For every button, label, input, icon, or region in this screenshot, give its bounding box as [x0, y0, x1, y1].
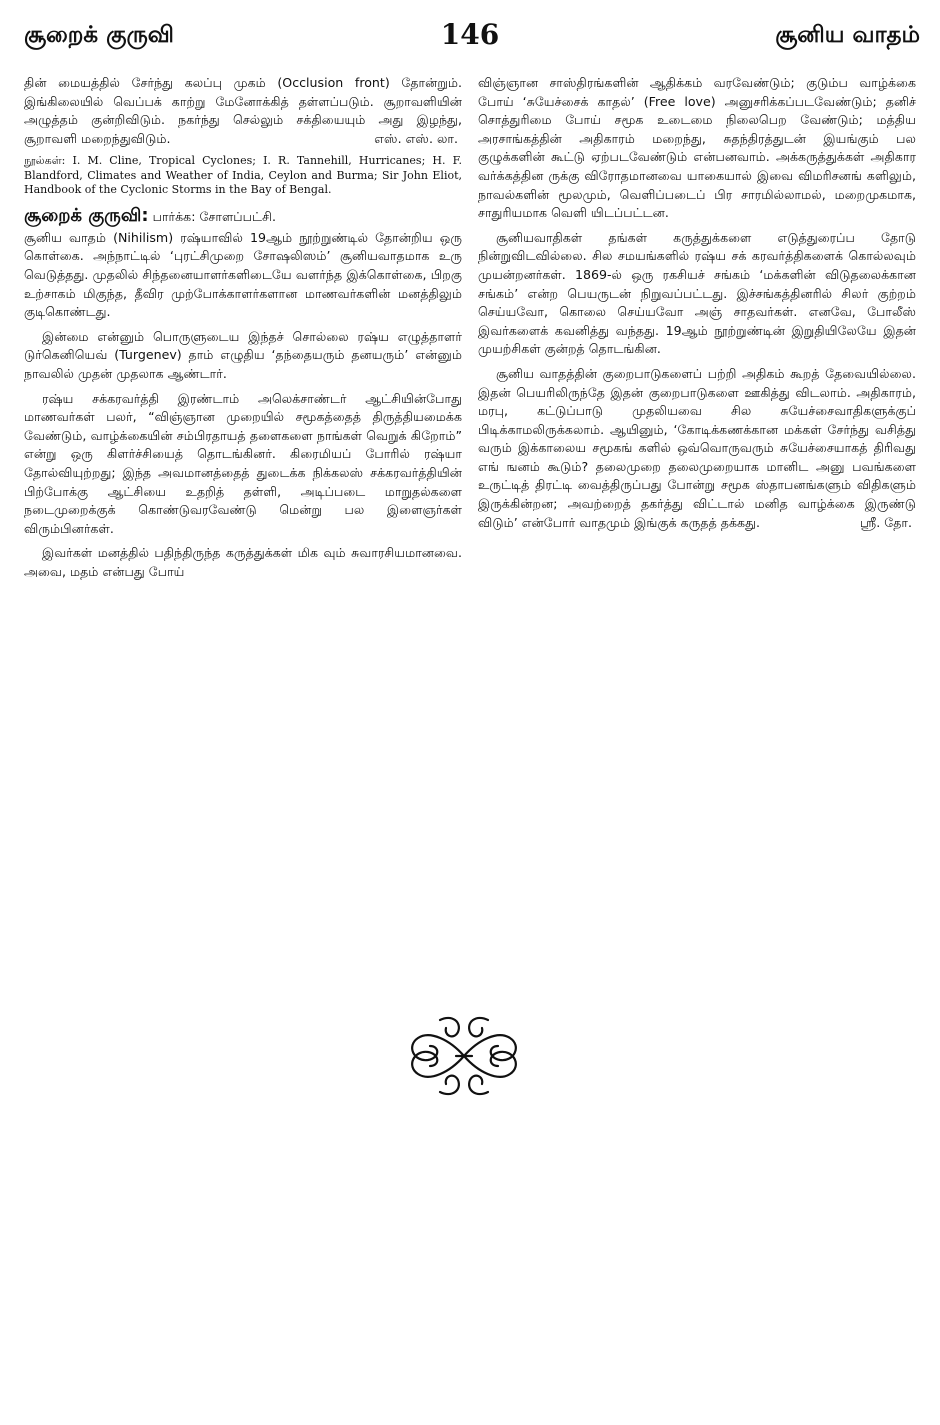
paragraph — [24, 74, 462, 148]
paragraph: இவர்கள் மனத்தில் பதிந்திருந்த கருத்துக்கள் மிக வும் சுவாரசியமானவை. அவை, மதம் என்பது போய் — [24, 545, 462, 579]
running-head-right: சூனிய வாதம் — [775, 22, 920, 48]
paragraph-text: சூனிய வாதத்தின் குறைபாடுகளைப் பற்றி அதிகம் கூறத் தேவையில்லை. இதன் பெயரிலிருந்தே இதன் குறைபாடுகளை ஊகித்து விடலாம். அதிகாரம், மரபு, கட்டுப்பாடு முதலியவை சில சுயேச்சைவாதிகளுக்குப் பிடிக்காமலிருக்கலாம். ஆயினும், ‘கோடிக்கணக்கான மக்கள் சேர்ந்து வசித்து வரும் இக்காலைய சமூகங் களில் ஒவ்வொருவரும் சுயேச்சையாகத் திரிவது எங் ஙனம் கூடும்? தலைமுறை தலைமுறையாக மானிட அனு பவங்களை உருட்டித் திரட்டி வைத்திருப்பது போன்று சமூக ஸ்தாபனங்களும் விதிகளும் இருக்கின்றன; அவற்றைத் தகர்த்து விட்டால் மனித வாழ்க்கை இருண்டு விடும்’ என்போர் வாதமும் இங்குக் கருதத் தக்கது. — [478, 365, 916, 530]
paragraph-text: தின் மையத்தில் சேர்ந்து கலப்பு முகம் (Occlusion front) தோன்றும். இங்கிலையில் வெப்பக் காற்று மேனோக்கித் தள்ளப்படும். சூறாவளியின் அழுத்தம் குன்றிவிடும். நகர்ந்து செல்லும் சக்தியையும் அது இழந்து, சூறாவளி மறைந்துவிடும். — [24, 75, 462, 146]
paragraph: சூனியவாதிகள் தங்கள் கருத்துக்களை எடுத்துரைப்ப தோடு நின்றுவிடவில்லை. சில சமயங்களில் ரஷ்ய சக் கரவர்த்திகளைக் கொல்லவும் முயன்றனர்கள். 1869-ல் ஒரு ரகசியச் சங்கம் ‘மக்களின் விடுதலைக்கான சங்கம்’ என்ற பெயருடன் நிறுவப்பட்டது. இச்சங்கத்தினரில் சிலர் குற்றம் செய்யவோ, கொலை செய்யவோ அஞ் சாதவர்கள். எனவே, போலீஸ் இவர்களைக் கவனித்து வந்தது. 19ஆம் நூற்றுண்டின் இறுதியிலேயே இதன் முயற்சிகள் குன்றத் தொடங்கின. — [478, 229, 916, 357]
references — [24, 154, 462, 198]
author-initials: எஸ். எஸ். லா. — [374, 130, 458, 146]
running-head-left: சூறைக் குருவி — [24, 22, 174, 48]
references-label: நூல்கள்: — [24, 154, 66, 168]
references-text: I. M. Cline, Tropical Cyclones; I. R. Tannehill, Hurricanes; H. F. Blandford, Climates and Weather of India, Ceylon and Burma; Sir John Eliot, Handbook of the Cyclonic Storms in the Bay of Bengal. — [24, 154, 463, 197]
right-column — [478, 74, 916, 538]
paragraph: இன்மை என்னும் பொருளுடைய இந்தச் சொல்லை ரஷ்ய எழுத்தாளர் டுர்கெனியெவ் (Turgenev) தாம் எழுதிய ‘தந்தையரும் தனயரும்’ என்னும் நாவலில் முதன் முதலாக ஆண்டார். — [24, 328, 462, 382]
entry-cross-reference — [24, 206, 462, 227]
author-initials: ஸ்ரீ. தோ. — [859, 514, 912, 530]
ornament-icon — [400, 1010, 528, 1102]
entry-heading: சூறைக் குருவி: — [24, 204, 149, 226]
paragraph: விஞ்ஞான சாஸ்திரங்களின் ஆதிக்கம் வரவேண்டும்; குடும்ப வாழ்க்கை போய் ‘சுயேச்சைக் காதல்’ (Free love) அனுசரிக்கப்படவேண்டும்; தனிச் சொத்துரிமை போய் சமூக உடைமை நிலைபெற வேண்டும்; மத்திய அரசாங்கத்தின் அதிகாரம் மறைந்து, சுதந்திரத்துடன் இயங்கும் பல குழுக்களின் கூட்டு ஏற்படவேண்டும் என்பனவாம். அக்கருத்துக்கள் அதிகார வர்க்கத்தின ருக்கு விரோதமானவை யாகையால் இவை விமரிசனங் களிலும், நாவல்களின் மூலமும், வெளிப்படைப் பிர சாரமில்லாமல், மறைமுகமாக, சாதுரியமாக வெளி யிடப்பட்டன. — [478, 75, 916, 221]
entry-text: பார்க்க: சோளப்பட்சி. — [152, 208, 276, 224]
paragraph — [478, 365, 916, 532]
entry-text: (Nihilism) ரஷ்யாவில் 19ஆம் நூற்றுண்டில் தோன்றிய ஒரு கொள்கை. அந்நாட்டில் ‘புரட்சிமுறை சோஷலிஸம்’ சூனியவாதமாக உரு வெடுத்தது. முதலில் சிந்தனையாளர்களிடையே வளர்ந்த இக்கொள்கை, பிறகு உற்சாகம் மிகுந்த, தீவிர முற்போக்காளர்களான மாணவர்களின் மனத்திலும் குடிகொண்டது. — [24, 229, 462, 320]
paragraph: ரஷ்ய சக்கரவர்த்தி இரண்டாம் அலெக்சாண்டர் ஆட்சியின்போது மாணவர்கள் பலர், “விஞ்ஞான முறையில் சமூகத்தைத் திருத்தியமைக்க வேண்டும், வாழ்க்கையின் சம்பிரதாயத் தளைகளை நாங்கள் வெறுக் கிறோம்” என்று ஒரு கிளர்ச்சியைத் தொடங்கினர். கிரைமியப் போரில் ரஷ்யா தோல்வியுற்றது; இந்த அவமானத்தைத் துடைக்க நிக்கலஸ் சக்கரவர்த்தியின் பிற்போக்கு ஆட்சியை உதறித் தள்ளி, அடிப்படை மாறுதல்களை நடைமுறைக்குக் கொண்டுவரவேண்டு மென்று பல இளைஞர்கள் விரும்பினர்கள். — [24, 390, 462, 536]
page-number: 146 — [440, 18, 500, 51]
entry-heading: சூனிய வாதம் — [24, 229, 106, 245]
entry-main — [24, 229, 462, 322]
left-column — [24, 74, 462, 588]
